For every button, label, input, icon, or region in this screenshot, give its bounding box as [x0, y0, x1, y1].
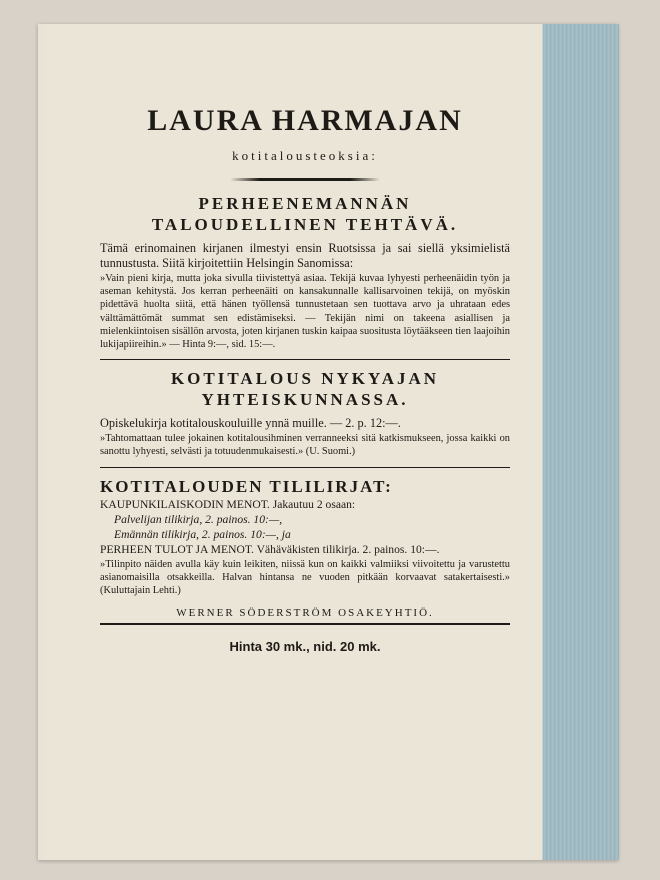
section3-title: KOTITALOUDEN TILILIRJAT: [100, 476, 393, 496]
section2-quote: »Tahtomattaan tulee jokainen kotitalousihminen verranneeksi sitä katkismukseen, jossa kaikki on sanottu lyhyesti, selvästi ja totuudenmukaisesti.» (U. Suomi.) [100, 433, 510, 458]
section1-intro: Tämä erinomainen kirjanen ilmestyi ensin Ruotsissa ja sai siellä yksimielistä tunnustusta. Siitä kirjoitettiin Helsingin Sanomissa: [100, 241, 510, 270]
section1-title-line1: PERHEENEMANNÄN [198, 194, 412, 213]
divider-2 [100, 467, 510, 468]
price-line: Hinta 30 mk., nid. 20 mk. [229, 639, 381, 655]
section2-intro: Opiskelukirja kotitalouskouluille ynnä muille. — 2. p. 12:—. [100, 416, 401, 431]
section-tilikirjat [100, 476, 510, 598]
cover-panel [44, 24, 542, 860]
book-entry-emannan: Emännän tilikirja, 2. painos. 10:—, ja [114, 527, 291, 541]
book-spine [542, 24, 619, 860]
publisher-rule [100, 623, 510, 625]
section2-title-line2: YHTEISKUNNASSA. [201, 390, 409, 410]
book-entry-kaupunkilaiskodin: KAUPUNKILAISKODIN MENOT. Jakautuu 2 osaan: [100, 497, 356, 511]
section1-quote: »Vain pieni kirja, mutta joka sivulla tiivistettyä asiaa. Tekijä kuvaa lyhyesti perheenäidin työn ja aseman kehitystä. Jos kerran perheenäiti on kansakunnalle kallisarvoinen tekijä, on myöskin pidettävä huolta siitä, että hänen työllensä tunnustetaan sen tuottava arvo ja uhrataan edes välttämättömät summat sen edistämiseksi. — Tekijän nimi on takeena asiallisen ja mielenkiintoisen sisällön arvosta, joten kirjanen tuskin kaipaa suositusta löytääkseen tien laajoihin lukijapiireihin.» — Hinta 9:—, sid. 15:—. [100, 273, 510, 351]
book-back-cover [38, 24, 618, 860]
book-entry-palvelijan: Palvelijan tilikirja, 2. painos. 10:—, [114, 512, 283, 526]
publisher-block [100, 607, 510, 625]
section-kotitalous [100, 368, 510, 458]
section-perheenemannan [100, 193, 510, 351]
cover-content [100, 104, 510, 654]
section1-title-line2: TALOUDELLINEN TEHTÄVÄ. [151, 215, 459, 234]
section3-quote: »Tilinpito näiden avulla käy kuin leikiten, niissä kun on kaikki valmiiksi viivoitettu ja varustettu asianomaisilla otsakkeilla. Halvan hintansa ne vuoden pitkään korvaavat satakertaisesti.» (Kuluttajain Lehti.) [100, 558, 510, 597]
ornament-rule [230, 178, 380, 181]
book-entry-perheen: PERHEEN TULOT JA MENOT. Vähäväkisten tilikirja. 2. painos. 10:—. [100, 542, 440, 556]
publisher-name: WERNER SÖDERSTRÖM OSAKEYHTIÖ. [176, 607, 434, 620]
author-title: LAURA HARMAJAN [147, 104, 463, 137]
section2-title-line1: KOTITALOUS NYKYAJAN [170, 369, 440, 389]
subtitle: kotitalousteoksia: [232, 148, 378, 163]
divider-1 [100, 359, 510, 360]
